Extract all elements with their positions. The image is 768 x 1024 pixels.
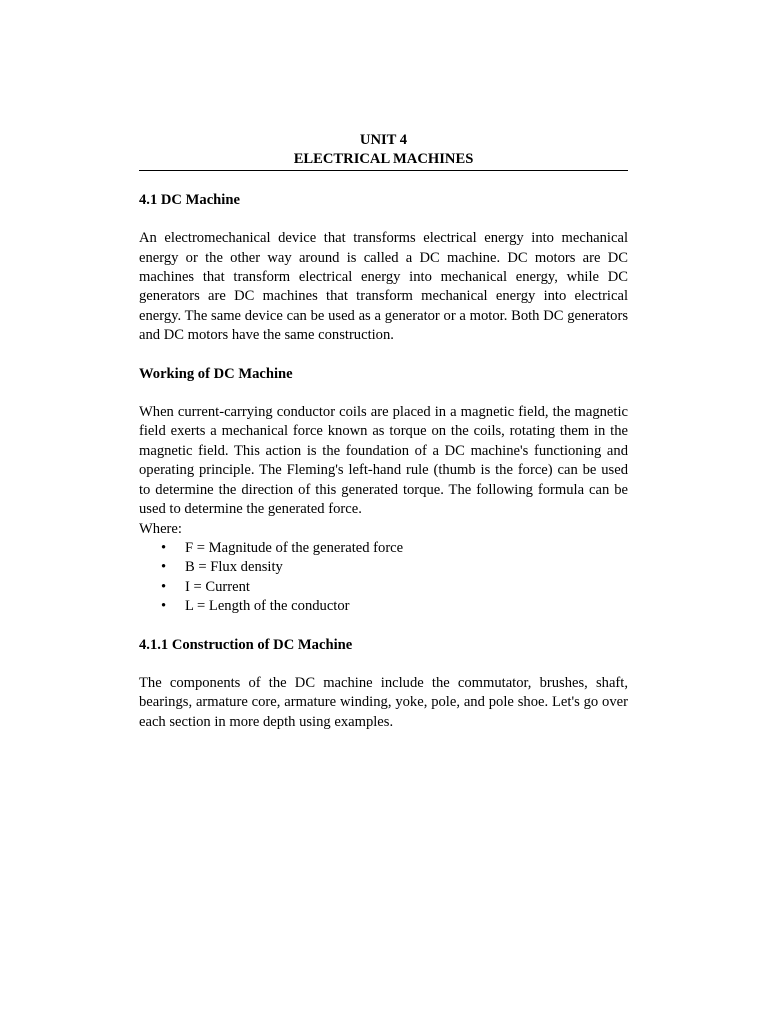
paragraph-construction: The components of the DC machine include the commutator, brushes, shaft, bearings, armature core, armature winding, yoke, pole, and pole shoe. Let's go over each section in more depth using examples. xyxy=(139,674,628,730)
list-item xyxy=(161,597,628,616)
unit-title: ELECTRICAL MACHINES xyxy=(293,151,474,168)
section-heading-construction: 4.1.1 Construction of DC Machine xyxy=(139,636,353,653)
bullet-icon: • xyxy=(161,559,167,576)
paragraph-dc-machine: An electromechanical device that transforms electrical energy into mechanical energy or the other way around is called a DC machine. DC motors are DC machines that transform electrical energy into mechanical energy, while DC generators are DC machines that transform mechanical energy into electrical energy. The same device can be used as a generator or a motor. Both DC generators and DC motors have the same construction. xyxy=(139,230,628,344)
unit-title-block xyxy=(139,128,628,171)
definition-text: I = Current xyxy=(185,578,250,595)
document-page xyxy=(139,128,628,732)
bullet-icon: • xyxy=(161,578,167,595)
definition-text: F = Magnitude of the generated force xyxy=(185,539,404,556)
list-item xyxy=(161,558,628,577)
bullet-icon: • xyxy=(161,598,167,615)
section-heading-dc-machine: 4.1 DC Machine xyxy=(139,191,240,208)
definition-text: B = Flux density xyxy=(185,559,283,576)
definition-text: L = Length of the conductor xyxy=(185,598,350,615)
section-heading-working: Working of DC Machine xyxy=(139,365,293,382)
paragraph-working: When current-carrying conductor coils are placed in a magnetic field, the magnetic field exerts a mechanical force known as torque on the coils, rotating them in the magnetic field. This action is the foundation of a DC machine's functioning and operating principle. The Fleming's left-hand rule (thumb is the force) can be used to determine the direction of this generated torque. The following formula can be used to determine the generated force. xyxy=(139,404,628,518)
where-label: Where: xyxy=(139,520,182,537)
unit-number: UNIT 4 xyxy=(359,132,408,148)
list-item xyxy=(161,539,628,558)
bullet-icon: • xyxy=(161,539,167,556)
list-item xyxy=(161,578,628,597)
definition-list xyxy=(139,539,628,617)
